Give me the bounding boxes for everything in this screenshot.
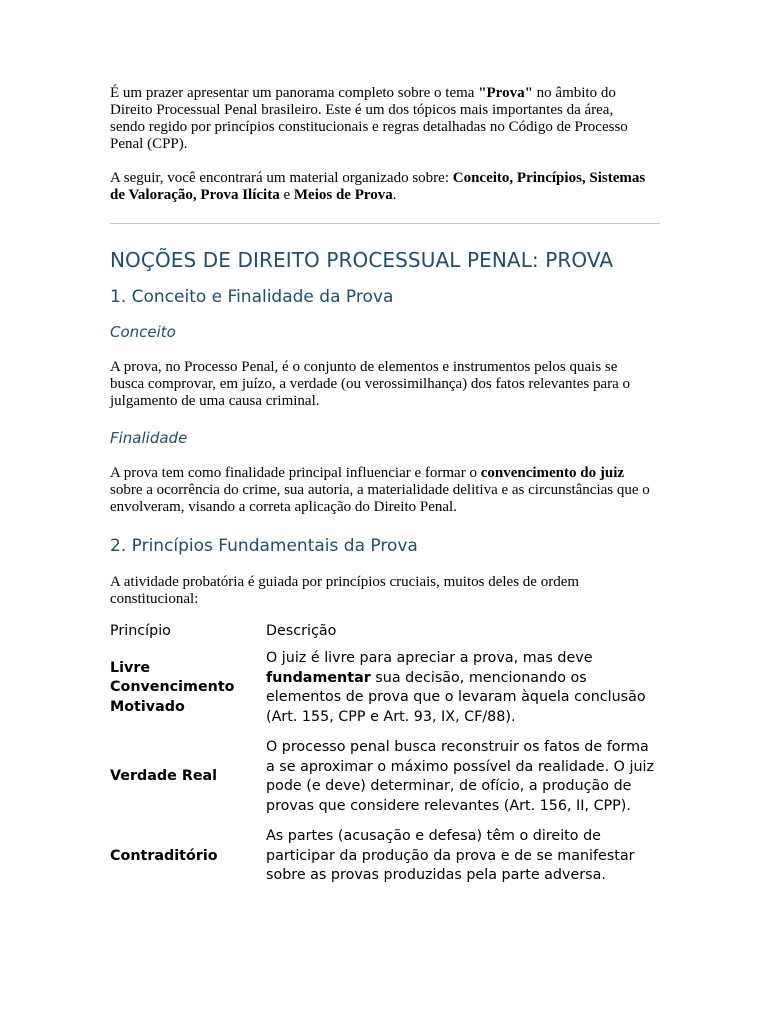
description-text: O juiz é livre para apreciar a prova, mas deve — [266, 650, 593, 666]
principle-description: As partes (acusação e defesa) têm o direito de participar da produção da prova e de se manifestar sobre as provas produzidas pela parte adversa. — [266, 828, 635, 883]
intro-topics-text: e — [279, 187, 294, 203]
column-header-principio: Princípio — [110, 622, 171, 639]
intro-emphasis-prova: "Prova" — [478, 85, 533, 101]
description-text: sua decisão, mencionando os elementos de prova que o levaram àquela conclusão (Art. 155, CPP e Art. 93, IX, CF/88). — [266, 669, 646, 725]
finalidade-emphasis: convencimento do juiz — [480, 464, 625, 481]
principle-description — [266, 649, 660, 738]
document-page — [110, 85, 660, 897]
finalidade-text: sobre a ocorrência do crime, sua autoria, a materialidade delitiva e as circunstâncias que o envolveram, visando a correta aplicação do Direito Penal. — [110, 481, 650, 515]
intro-topics-emphasis: Meios de Prova — [293, 187, 393, 203]
section-heading-conceito-finalidade: 1. Conceito e Finalidade da Prova — [110, 287, 394, 308]
principle-description: O processo penal busca reconstruir os fatos de forma a se aproximar o máximo possível da realidade. O juiz pode (e deve) determinar, de ofício, a produção de provas que considere relevantes (Art. 156, II, CPP). — [266, 739, 654, 814]
principle-name: Contraditório — [110, 847, 218, 864]
table-row — [110, 649, 660, 738]
intro-topics-text: A seguir, você encontrará um material organizado sobre: — [110, 170, 453, 186]
table-row — [110, 738, 660, 827]
principle-name: Verdade Real — [110, 768, 218, 785]
section-heading-principios: 2. Princípios Fundamentais da Prova — [110, 535, 418, 556]
table-header-row — [110, 622, 660, 650]
intro-text: no âmbito do Direito Processual Penal brasileiro. Este é um dos tópicos mais importantes da área, sendo regido por princípios constitucionais e regras detalhadas no Código de Processo Penal (CPP). — [110, 85, 628, 152]
page-title: NOÇÕES DE DIREITO PROCESSUAL PENAL: PROVA — [110, 248, 614, 272]
intro-text: É um prazer apresentar um panorama completo sobre o tema — [110, 85, 479, 101]
intro-paragraph — [110, 85, 650, 153]
table-row — [110, 827, 660, 897]
finalidade-paragraph — [110, 465, 655, 516]
intro-topics-text: . — [392, 187, 397, 203]
intro-topics-emphasis: Conceito, Princípios, Sistemas de Valoração, Prova Ilícita — [110, 170, 646, 203]
principles-table — [110, 622, 660, 897]
principios-intro-paragraph: A atividade probatória é guiada por princípios cruciais, muitos deles de ordem constitucional: — [110, 573, 580, 607]
conceito-paragraph: A prova, no Processo Penal, é o conjunto de elementos e instrumentos pelos quais se busca comprovar, em juízo, a verdade (ou verossimilhança) dos fatos relevantes para o julgamento de uma causa criminal. — [110, 358, 631, 409]
horizontal-divider — [110, 223, 660, 224]
principle-name: Livre Convencimento Motivado — [110, 659, 235, 715]
intro-topics-paragraph — [110, 170, 650, 204]
subheading-finalidade: Finalidade — [110, 428, 188, 447]
column-header-descricao: Descrição — [266, 622, 337, 639]
description-emphasis: fundamentar — [266, 669, 371, 686]
finalidade-text: A prova tem como finalidade principal influenciar e formar o — [110, 464, 481, 481]
subheading-conceito: Conceito — [110, 322, 176, 341]
